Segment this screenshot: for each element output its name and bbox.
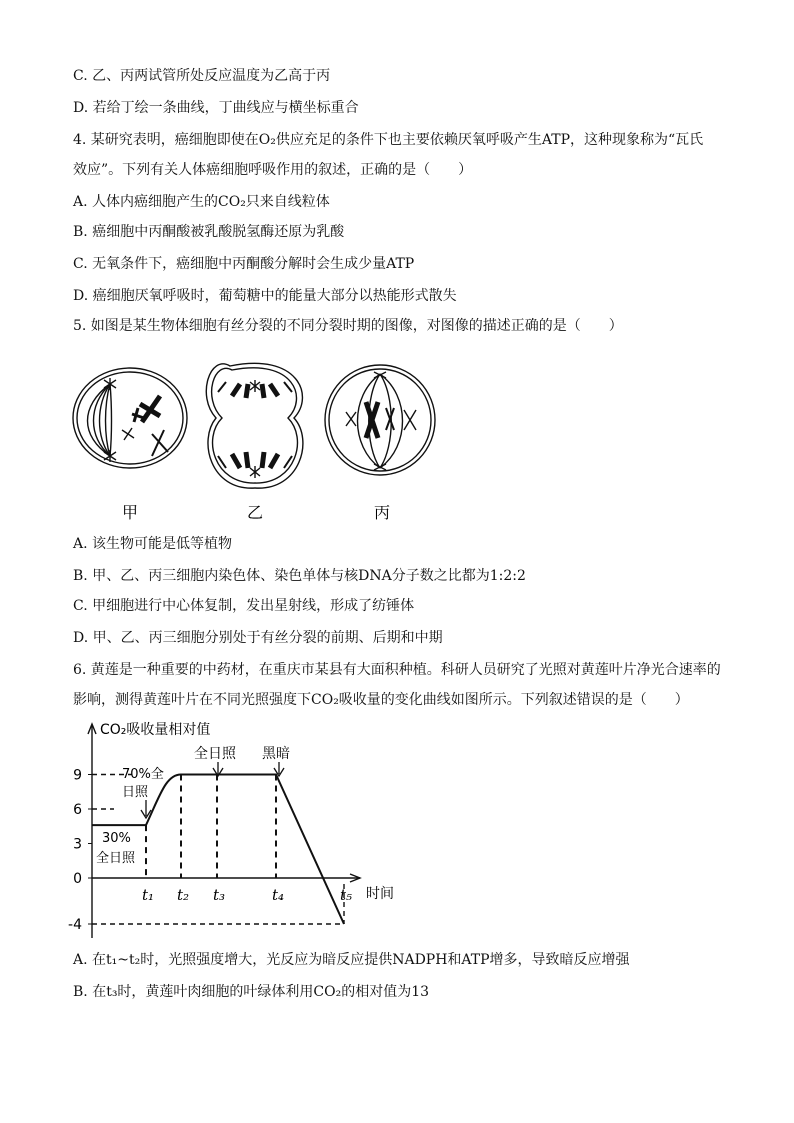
question-4-stem-line2: 效应”。下列有关人体癌细胞呼吸作用的叙述，正确的是（ ） [73,162,473,178]
x-tick-label: t₂ [176,886,190,904]
question-5-stem: 5. 如图是某生物体细胞有丝分裂的不同分裂时期的图像，对图像的描述正确的是（ ） [73,318,623,334]
annot-dark: 黑暗 [262,746,290,762]
annot-full-light: 全日照 [194,746,236,762]
option-a-q5: A. 该生物可能是低等植物 [73,536,233,552]
y-tick-label: 0 [73,871,82,887]
annot-30-line1: 30% [102,831,131,846]
label-yi: 乙 [246,503,264,522]
cell-bing [325,365,435,475]
label-jia: 甲 [121,503,139,522]
label-bing: 丙 [373,503,391,522]
y-tick-label: 3 [73,836,82,853]
co2-absorption-chart [60,712,420,948]
option-d-q3: D. 若给丁绘一条曲线，丁曲线应与横坐标重合 [73,100,359,116]
option-b-q4: B. 癌细胞中丙酮酸被乳酸脱氢酶还原为乳酸 [73,224,345,240]
x-tick-label: t₅ [339,886,353,904]
x-tick-label: t₃ [212,886,226,904]
option-c-q4: C. 无氧条件下，癌细胞中丙酮酸分解时会生成少量ATP [73,256,415,272]
mitosis-figure [60,356,440,526]
y-tick-label: -4 [68,917,82,933]
annot-30-line2: 全日照 [96,851,136,866]
x-tick-label: t₁ [141,886,155,904]
option-a-q6: A. 在t₁~t₂时，光照强度增大，光反应为暗反应提供NADPH和ATP增多，导致暗反应增强 [73,952,630,968]
annot-70-line2: 日照 [122,785,149,800]
option-b-q5: B. 甲、乙、丙三细胞内染色体、染色单体与核DNA分子数之比都为1:2:2 [73,568,526,584]
annot-70-line1: 70%全 [122,767,164,782]
y-axis-label: CO₂吸收量相对值 [100,722,211,738]
question-6-stem-line1: 6. 黄莲是一种重要的中药材，在重庆市某县有大面积种植。科研人员研究了光照对黄莲叶片净光合速率的 [73,662,721,678]
y-tick-label: 9 [73,767,82,784]
option-c-q3: C. 乙、丙两试管所处反应温度为乙高于丙 [73,68,331,84]
option-d-q5: D. 甲、乙、丙三细胞分别处于有丝分裂的前期、后期和中期 [73,630,443,646]
cell-yi [206,363,303,488]
option-a-q4: A. 人体内癌细胞产生的CO₂只来自线粒体 [73,194,330,210]
question-6-stem-line2: 影响，测得黄莲叶片在不同光照强度下CO₂吸收量的变化曲线如图所示。下列叙述错误的是（ ） [73,692,689,708]
option-c-q5: C. 甲细胞进行中心体复制，发出星射线，形成了纺锤体 [73,598,415,614]
option-d-q4: D. 癌细胞厌氧呼吸时，葡萄糖中的能量大部分以热能形式散失 [73,288,457,304]
option-b-q6: B. 在t₃时，黄莲叶肉细胞的叶绿体利用CO₂的相对值为13 [73,984,430,1000]
cell-jia [73,368,187,468]
x-axis-label: 时间 [366,886,394,902]
x-tick-label: t₄ [271,886,285,904]
question-4-stem-line1: 4. 某研究表明，癌细胞即使在O₂供应充足的条件下也主要依赖厌氧呼吸产生ATP，这种现象称为“瓦氏 [73,132,704,148]
y-tick-label: 6 [73,802,82,818]
